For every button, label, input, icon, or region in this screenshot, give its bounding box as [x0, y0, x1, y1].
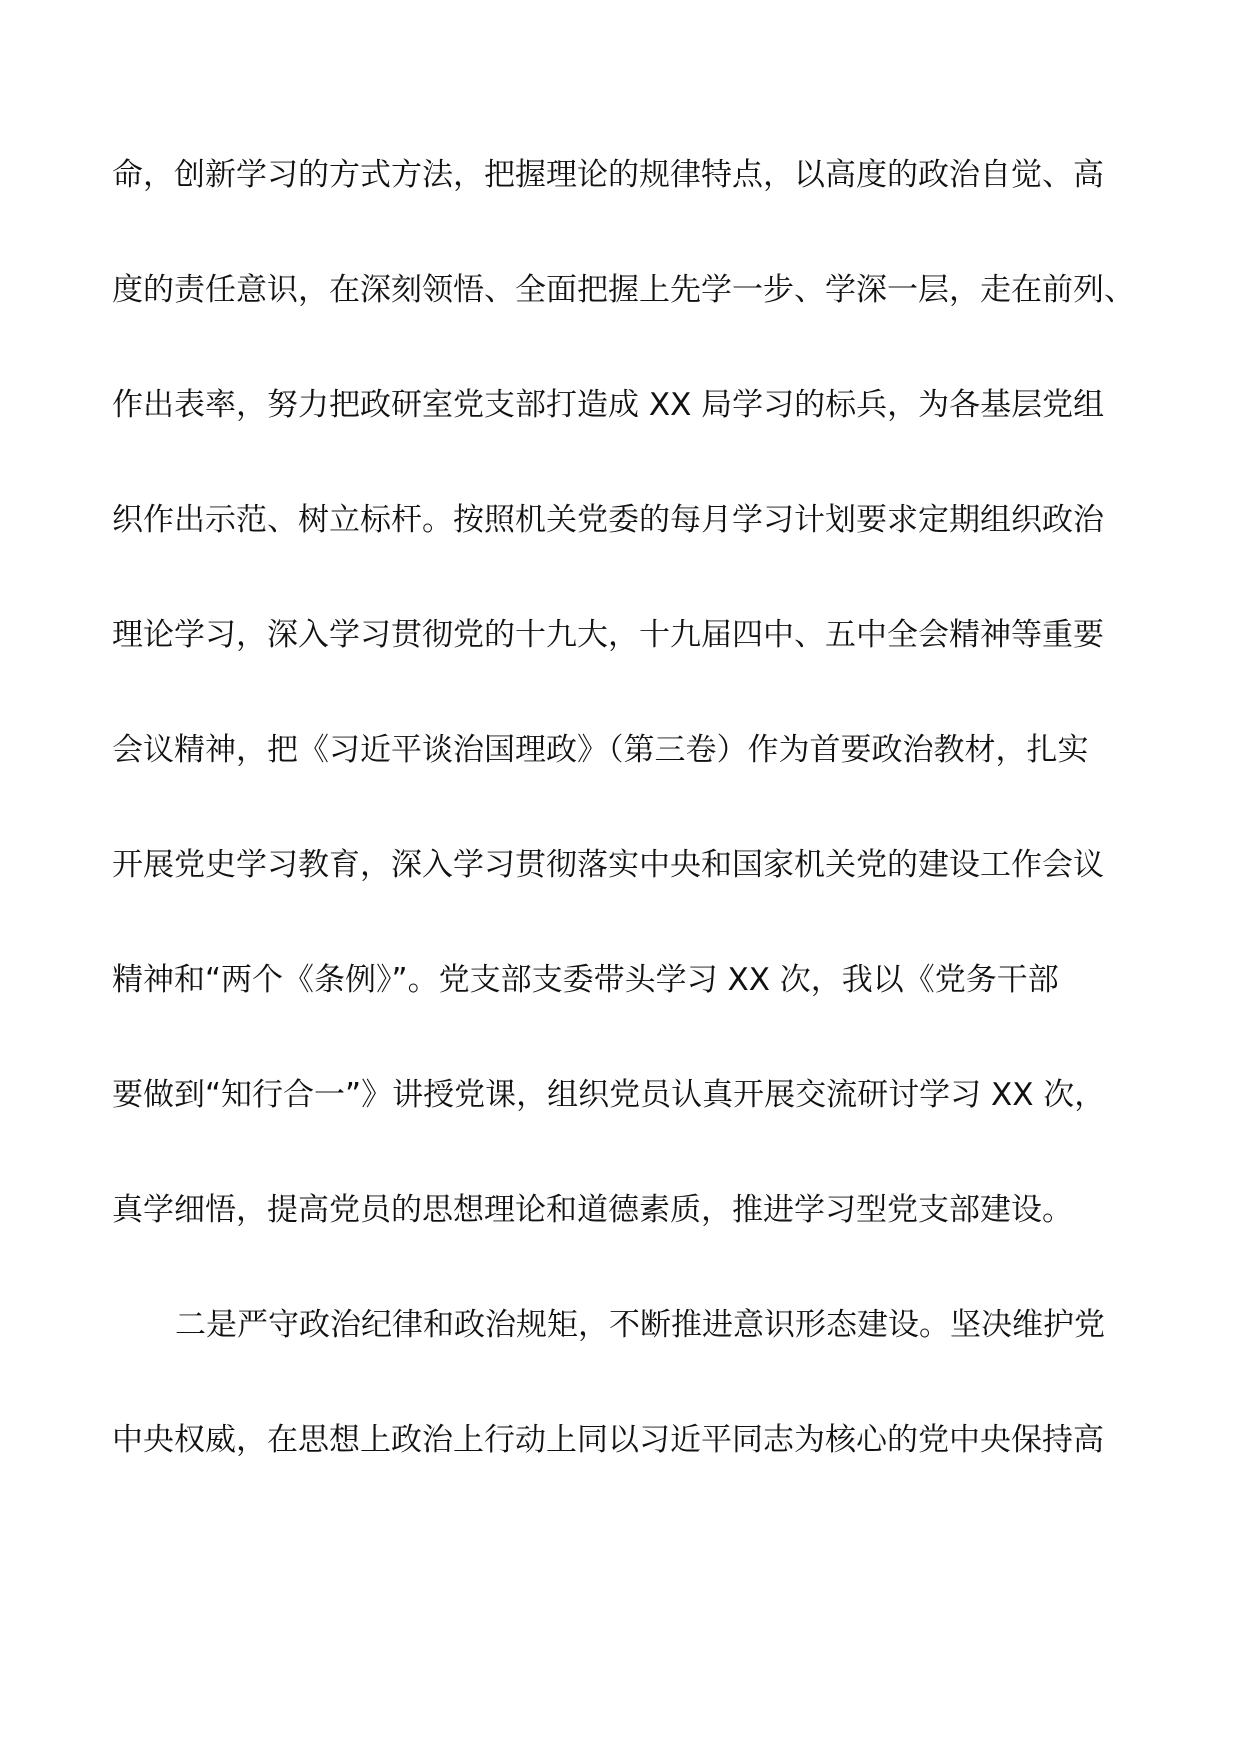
- paragraph-line: 真学细悟，提高党员的思想理论和道德素质，推进学习型党支部建设。: [112, 1192, 1073, 1228]
- paragraph-line: 命，创新学习的方式方法，把握理论的规律特点，以高度的政治自觉、高: [112, 157, 1104, 193]
- paragraph-line: 理论学习，深入学习贯彻党的十九大，十九届四中、五中全会精神等重要: [112, 617, 1104, 653]
- paragraph-line: 织作出示范、树立标杆。按照机关党委的每月学习计划要求定期组织政治: [112, 502, 1104, 538]
- paragraph-first-line: 二是严守政治纪律和政治规矩，不断推进意识形态建设。坚决维护党: [175, 1307, 1105, 1343]
- paragraph-line: 会议精神，把《习近平谈治国理政》（第三卷）作为首要政治教材，扎实: [112, 732, 1089, 768]
- paragraph-line: 度的责任意识，在深刻领悟、全面把握上先学一步、学深一层，走在前列、: [112, 272, 1135, 308]
- paragraph-line: 开展党史学习教育，深入学习贯彻落实中央和国家机关党的建设工作会议: [112, 847, 1104, 883]
- paragraph-line: 精神和“两个《条例》”。党支部支委带头学习 XX 次，我以《党务干部: [112, 962, 1059, 998]
- paragraph-line: 要做到“知行合一”》讲授党课，组织党员认真开展交流研讨学习 XX 次，: [112, 1077, 1106, 1113]
- paragraph-line: 中央权威，在思想上政治上行动上同以习近平同志为核心的党中央保持高: [112, 1422, 1104, 1458]
- paragraph-line: 作出表率，努力把政研室党支部打造成 XX 局学习的标兵，为各基层党组: [112, 387, 1105, 423]
